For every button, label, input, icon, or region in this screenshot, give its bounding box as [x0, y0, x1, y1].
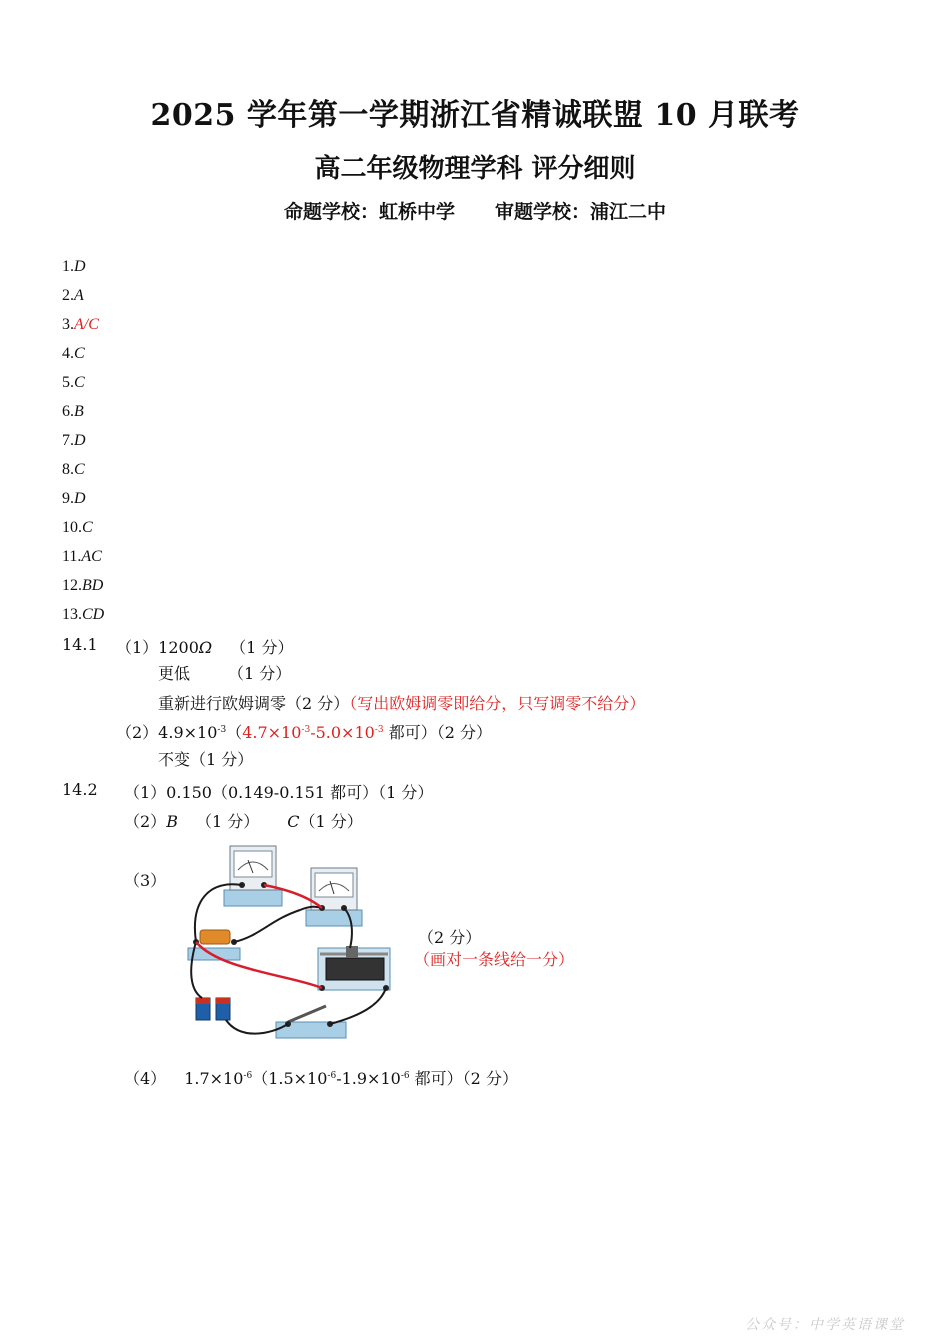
q14-1-zero: 重新进行欧姆调零（2 分）（写出欧姆调零即给分，只写调零不给分）: [158, 694, 646, 713]
answer-13: 13.CD: [62, 606, 105, 623]
answer-6: 6.B: [62, 403, 84, 420]
q14-2-part1: （1）0.150（0.149-0.151 都可）（1 分）: [124, 783, 434, 802]
page-title: 2025 学年第一学期浙江省精诚联盟 10 月联考: [150, 98, 800, 133]
answer-9: 9.D: [62, 490, 86, 507]
q14-2-part3-label: （3）: [124, 871, 167, 890]
answer-4: 4.C: [62, 345, 85, 362]
school-info: [0, 197, 950, 224]
q14-1-unchanged: 不变（1 分）: [158, 750, 254, 769]
q14-2-part3-note: （画对一条线给一分）: [414, 950, 575, 969]
q14-2-number: 14.2: [62, 780, 98, 799]
page-subtitle: 高二年级物理学科 评分细则: [314, 154, 636, 184]
reviewer-school: 审题学校：浦江二中: [495, 201, 667, 223]
q14-1-zero-note: （写出欧姆调零即给分，只写调零不给分）: [349, 694, 646, 713]
answer-3: 3.A/C: [62, 316, 99, 333]
q14-1-number: 14.1: [62, 635, 98, 654]
q14-2-part3-score: （2 分）: [418, 928, 482, 947]
answer-10: 10.C: [62, 519, 93, 536]
answer-12: 12.BD: [62, 577, 104, 594]
proposer-school: 命题学校：虹桥中学: [283, 201, 455, 223]
rheostat: [318, 946, 390, 991]
answer-1: 1.D: [62, 258, 86, 275]
q14-1-lower: 更低 （1 分）: [158, 664, 292, 683]
circuit-diagram: [180, 840, 400, 1045]
q14-1-part1: （1）1200Ω （1 分）: [116, 638, 294, 657]
q14-2-part4: （4） $1.7\times 10^{-6}(1.5\times 10^{-6}-1.9\times 10^{-6}$ 都可）（2 分）: [124, 1069, 518, 1088]
answer-7: 7.D: [62, 432, 86, 449]
answer-11: 11.AC: [62, 548, 102, 565]
q14-2-part2: （2）B （1 分） C（1 分）: [124, 812, 363, 831]
voltmeter: [306, 868, 362, 926]
answer-5: 5.C: [62, 374, 85, 391]
answer-2: 2.A: [62, 287, 84, 304]
ammeter: [224, 846, 282, 906]
q14-1-part2: $(2)4.9\times 10^{-3}(4.7\times 10^{-3}-5.0\times 10^{-3}$ 都可）（2 分）: [116, 723, 492, 742]
answer-8: 8.C: [62, 461, 85, 478]
battery: [196, 998, 230, 1020]
watermark: 公众号：中学英语课堂: [745, 1317, 905, 1333]
